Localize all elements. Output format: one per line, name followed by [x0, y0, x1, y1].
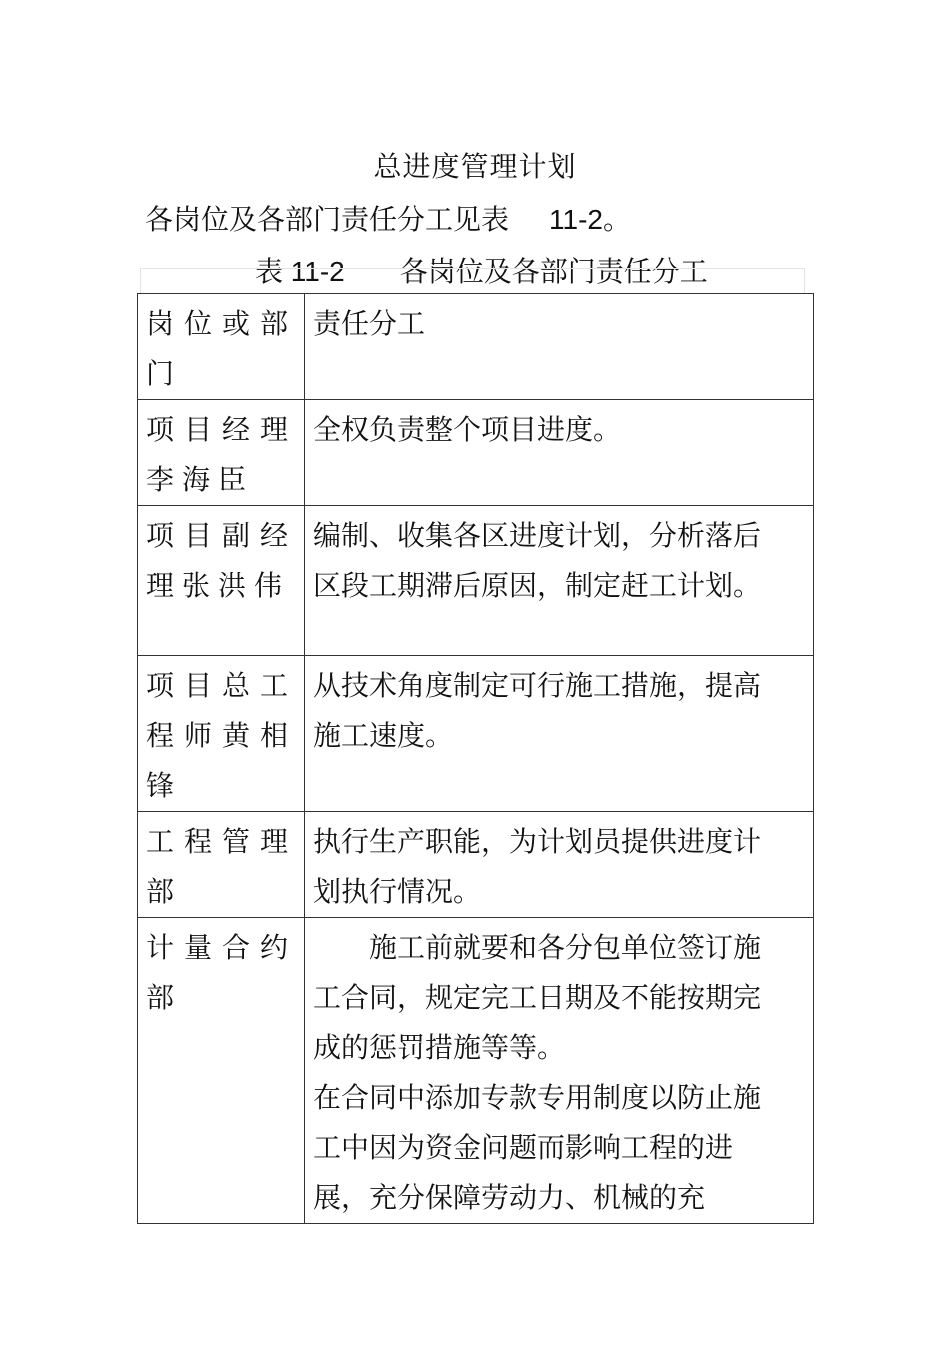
header-duty: 责任分工	[305, 294, 814, 400]
responsibility-table	[137, 293, 814, 1224]
table-row	[138, 656, 814, 812]
intro-paragraph	[145, 198, 631, 238]
intro-text: 各岗位及各部门责任分工见表	[145, 203, 510, 236]
duty-cell: 执行生产职能，为计划员提供进度计划执行情况。	[305, 812, 814, 918]
duty-paragraph: 在合同中添加专款专用制度以防止施工中因为资金问题而影响工程的进展，充分保障劳动力、机械的充	[313, 1081, 762, 1214]
table-row	[138, 506, 814, 656]
table-row	[138, 918, 814, 1224]
table-caption-id: 表 11-2	[255, 256, 345, 287]
role-cell: 计量合约部	[138, 918, 305, 1224]
duty-cell: 全权负责整个项目进度。	[305, 400, 814, 506]
role-cell: 项目总工程师黄相锋	[138, 656, 305, 812]
role-cell: 项目副经理张洪伟	[138, 506, 305, 656]
duty-paragraph: 施工前就要和各分包单位签订施工合同，规定完工日期及不能按期完成的惩罚措施等等。	[313, 931, 762, 1064]
header-role: 岗位或部门	[138, 294, 305, 400]
duty-cell: 编制、收集各区进度计划，分析落后区段工期滞后原因，制定赶工计划。	[305, 506, 814, 656]
duty-cell: 从技术角度制定可行施工措施，提高施工速度。	[305, 656, 814, 812]
role-cell: 工程管理部	[138, 812, 305, 918]
role-cell: 项目经理李海臣	[138, 400, 305, 506]
table-row	[138, 400, 814, 506]
intro-table-ref: 11-2。	[549, 204, 631, 235]
table-row	[138, 812, 814, 918]
table-header-row	[138, 294, 814, 400]
document-title: 总进度管理计划	[373, 150, 577, 183]
table-caption-text: 各岗位及各部门责任分工	[399, 255, 708, 288]
duty-cell	[305, 918, 814, 1224]
